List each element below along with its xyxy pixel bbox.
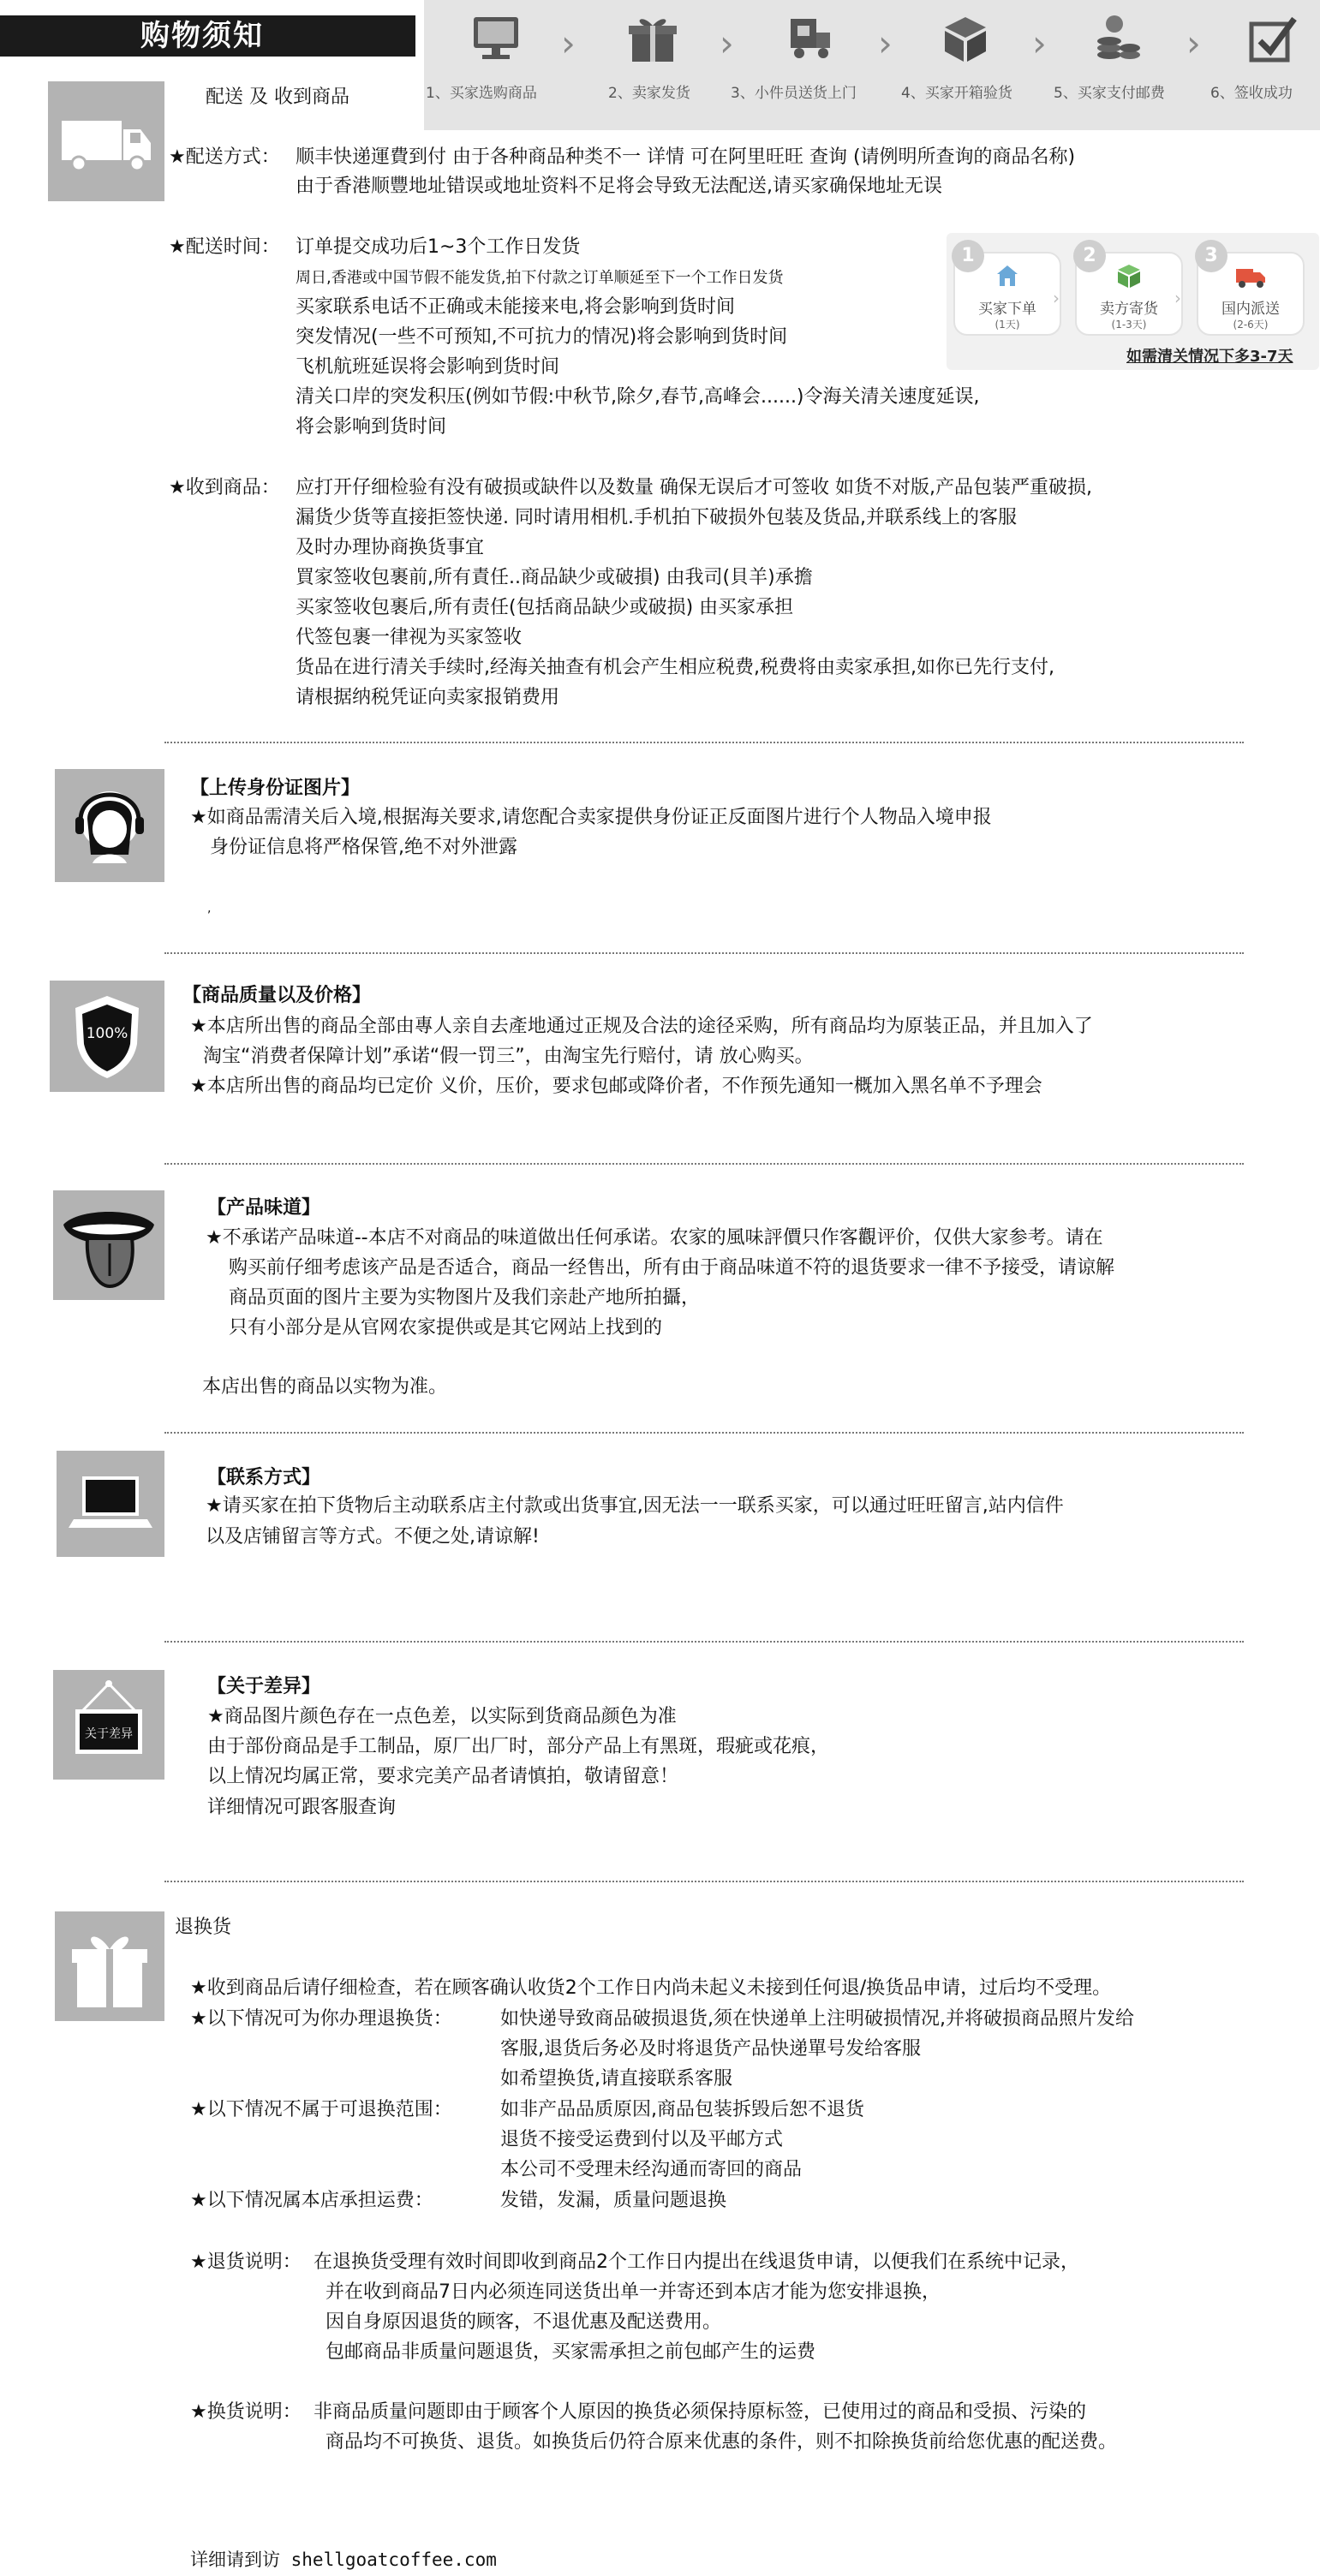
quality-line: ★本店所出售的商品全部由專人亲自去產地通过正规及合法的途径采购，所有商品均为原装正品，并且加入了 xyxy=(190,1016,1093,1037)
page-title: 购物须知 xyxy=(140,19,264,53)
difference-sign-text: 关于差异 xyxy=(85,1727,133,1741)
id-line: 身份证信息将严格保管,绝不对外泄露 xyxy=(210,837,517,858)
step-label: 6、签收成功 xyxy=(1210,85,1293,102)
taste-line: 只有小部分是从官网农家提供或是其它网站上找到的 xyxy=(229,1317,663,1339)
contact-tile xyxy=(57,1451,164,1557)
truck-tile xyxy=(48,81,164,201)
chevron-right-icon: › xyxy=(878,22,893,64)
taste-note: 本店出售的商品以实物为准。 xyxy=(202,1376,448,1398)
computer-icon xyxy=(469,12,523,67)
returns-tile xyxy=(55,1911,164,2021)
receive-line: 代签包裹一律视为买家签收 xyxy=(296,627,523,648)
flow-step-label: 买家下单 xyxy=(978,301,1036,318)
returns-ok-line: 如希望换货,请直接联系客服 xyxy=(500,2068,732,2090)
chevron-right-icon: › xyxy=(561,22,576,64)
truck-icon xyxy=(48,81,164,201)
return-policy-line: 在退换货受理有效时间即收到商品2个工作日内提出在线退货申请，以便我们在系统中记录， xyxy=(314,2251,1080,2273)
receive-line: 买家签收包裹后,所有责任(包括商品缺少或破损) 由买家承担 xyxy=(296,597,794,618)
difference-line: ★商品图片颜色存在一点色差，以实际到货商品颜色为准 xyxy=(207,1706,677,1727)
chevron-right-icon: › xyxy=(720,22,734,64)
difference-heading: 【关于差异】 xyxy=(207,1676,321,1697)
returns-fee-text: 发错，发漏，质量问题退换 xyxy=(500,2190,727,2211)
flow-step-label: 卖方寄货 xyxy=(1100,301,1158,318)
section-divider xyxy=(164,742,1244,743)
delivery-method-line: 顺丰快递運費到付 由于各种商品种类不一 详情 可在阿里旺旺 查询 (请例明所查询的商品名称) xyxy=(296,146,1076,168)
chevron-right-icon: › xyxy=(1053,288,1060,308)
taste-line: 商品页面的图片主要为实物图片及我们亲赴产地所拍攝， xyxy=(229,1287,701,1309)
returns-no-line: 如非产品品质原因,商品包装拆毁后恕不退货 xyxy=(500,2099,864,2120)
difference-line: 由于部份商品是手工制品，原厂出厂时，部分产品上有黑斑，瑕疵或花痕， xyxy=(207,1736,830,1757)
box-icon xyxy=(938,12,993,67)
difference-tile xyxy=(53,1670,164,1780)
gift-icon xyxy=(55,1911,164,2021)
taste-heading: 【产品味道】 xyxy=(207,1197,321,1219)
gift-icon xyxy=(625,12,680,67)
shop-icon xyxy=(994,262,1021,289)
stray-comma: , xyxy=(207,902,212,915)
step-label: 3、小件员送货上门 xyxy=(731,85,857,102)
delivery-time-line: 周日,香港或中国节假不能发货,拍下付款之订单顺延至下一个工作日发货 xyxy=(296,269,784,287)
id-heading: 【上传身份证图片】 xyxy=(190,778,361,799)
receive-line: 漏货少货等直接拒签快递. 同时请用相机.手机拍下破损外包装及货品,并联系线上的客服 xyxy=(296,507,1017,528)
returns-heading: 退换货 xyxy=(175,1917,232,1938)
delivery-method-label: ★配送方式： xyxy=(169,146,280,168)
returns-ok-label: ★以下情况可为你办理退换货： xyxy=(190,2008,452,2030)
flow-step-duration: (1-3天) xyxy=(1111,319,1147,331)
taste-line: 购买前仔细考虑该产品是否适合，商品一经售出，所有由于商品味道不符的退货要求一律不予接受，请谅解 xyxy=(229,1257,1115,1279)
delivery-time-line: 订单提交成功后1~3个工作日发货 xyxy=(296,236,581,258)
receive-line: 货品在进行清关手续时,经海关抽查有机会产生相应税费,税费将由卖家承担,如你已先行支付, xyxy=(296,657,1054,678)
delivery-icon xyxy=(782,12,837,67)
returns-ok-line: 如快递导致商品破损退货,须在快递单上注明破损情况,并将破损商品照片发给 xyxy=(500,2008,1134,2030)
flow-step-number: 2 xyxy=(1073,240,1106,272)
return-policy-label: ★退货说明： xyxy=(190,2251,302,2273)
section-divider xyxy=(164,1432,1244,1434)
section-divider xyxy=(164,1641,1244,1643)
id-tile xyxy=(55,769,164,882)
exchange-policy-line: 商品均不可换货、退货。如换货后仍符合原来优惠的条件，则不扣除换货前给您优惠的配送费。 xyxy=(326,2431,1118,2453)
delivery-time-line: 清关口岸的突发积压(例如节假:中秋节,除夕,春节,高峰会......)令海关清关速度延误, xyxy=(296,386,980,408)
flow-note: 如需清关情况下多3-7天 xyxy=(1126,348,1293,366)
headset-person-icon xyxy=(55,769,164,882)
returns-no-line: 本公司不受理未经沟通而寄回的商品 xyxy=(500,2159,803,2180)
delivery-time-label: ★配送时间： xyxy=(169,236,280,258)
returns-no-line: 退货不接受运费到付以及平邮方式 xyxy=(500,2129,784,2150)
footer-link[interactable]: 详细请到访 shellgoatcoffee.com xyxy=(190,2549,497,2570)
check-icon xyxy=(1245,12,1299,67)
delivery-heading: 配送 及 收到商品 xyxy=(206,86,349,108)
flow-step-duration: (1天) xyxy=(994,319,1020,331)
flow-step-number: 1 xyxy=(952,240,984,272)
process-steps-banner xyxy=(424,0,1320,130)
chevron-right-icon: › xyxy=(1032,22,1047,64)
difference-line: 以上情况均属正常，要求完美产品者请慎拍，敬请留意！ xyxy=(207,1766,679,1787)
receive-line: 请根据纳税凭证向卖家报销费用 xyxy=(296,687,560,708)
delivery-time-line: 买家联系电话不正确或未能接来电,将会影响到货时间 xyxy=(296,296,735,318)
delivery-time-line: 将会影响到货时间 xyxy=(296,416,447,438)
id-line: ★如商品需清关后入境,根据海关要求,请您配合卖家提供身份证正反面图片进行个人物品入境申报 xyxy=(190,807,992,828)
delivery-time-line: 突发情况(一些不可预知,不可抗力的情况)将会影响到货时间 xyxy=(296,326,788,348)
chevron-right-icon: › xyxy=(1174,288,1181,308)
return-policy-line: 并在收到商品7日内必须连同送货出单一并寄还到本店才能为您安排退换， xyxy=(326,2281,941,2303)
package-icon xyxy=(1115,262,1143,289)
quality-line: ★本店所出售的商品均已定价 义价，压价，要求包邮或降价者，不作预先通知一概加入黑名单不予理会 xyxy=(190,1076,1042,1097)
receive-line: 应打开仔细检验有没有破损或缺件以及数量 确保无误后才可签收 如货不对版,产品包装严重破损, xyxy=(296,477,1092,498)
quality-tile xyxy=(50,981,164,1092)
contact-line: 以及店铺留言等方式。不便之处,请谅解! xyxy=(206,1526,540,1547)
quality-badge-text: 100% xyxy=(86,1025,128,1042)
contact-line: ★请买家在拍下货物后主动联系店主付款或出货事宜,因无法一一联系买家，可以通过旺旺留言,站内信件 xyxy=(206,1495,1064,1517)
section-divider xyxy=(164,1163,1244,1165)
returns-fee-label: ★以下情况属本店承担运费： xyxy=(190,2190,433,2211)
quality-line: 淘宝“消费者保障计划”承诺“假一罚三”，由淘宝先行赔付，请 放心购买。 xyxy=(203,1046,814,1067)
taste-tile xyxy=(53,1190,164,1300)
returns-ok-line: 客服,退货后务必及时将退货产品快递單号发给客服 xyxy=(500,2038,921,2060)
truck-icon xyxy=(1234,262,1267,289)
section-divider xyxy=(164,1881,1244,1882)
step-label: 2、卖家发货 xyxy=(608,85,690,102)
returns-check: ★收到商品后请仔细检查，若在顾客确认收货2个工作日内尚未起义未接到任何退/换货品申请，过后均不受理。 xyxy=(190,1977,1112,1999)
step-label: 1、买家选购商品 xyxy=(426,85,537,102)
difference-line: 详细情况可跟客服查询 xyxy=(207,1797,397,1818)
exchange-policy-line: 非商品质量问题即由于顾客个人原因的换货必须保持原标签，已使用过的商品和受损、污染的 xyxy=(314,2401,1087,2423)
return-policy-line: 因自身原因退货的顾客，不退优惠及配送费用。 xyxy=(326,2311,722,2333)
flow-step-label: 国内派送 xyxy=(1221,301,1280,318)
chevron-right-icon: › xyxy=(1186,22,1201,64)
receive-line: 買家签收包裹前,所有責任..商品缺少或破損) 由我司(貝羊)承擔 xyxy=(296,567,813,588)
laptop-icon xyxy=(57,1451,164,1557)
step-label: 5、买家支付邮费 xyxy=(1054,85,1165,102)
flow-step-duration: (2-6天) xyxy=(1233,319,1269,331)
receive-label: ★收到商品： xyxy=(169,477,280,498)
receive-line: 及时办理协商换货事宜 xyxy=(296,537,485,558)
exchange-policy-label: ★换货说明： xyxy=(190,2401,302,2423)
returns-no-label: ★以下情况不属于可退换范围： xyxy=(190,2099,452,2120)
tongue-icon xyxy=(53,1190,164,1300)
step-label: 4、买家开箱验货 xyxy=(901,85,1012,102)
return-policy-line: 包邮商品非质量问题退货，买家需承担之前包邮产生的运费 xyxy=(326,2341,816,2363)
delivery-time-line: 飞机航班延误将会影响到货时间 xyxy=(296,356,560,378)
section-divider xyxy=(164,952,1244,954)
taste-line: ★不承诺产品味道--本店不对商品的味道做出任何承诺。农家的風味評價只作客觀评价，仅供大家参考。请在 xyxy=(206,1227,1103,1249)
coins-icon xyxy=(1090,12,1145,67)
flow-step-number: 3 xyxy=(1195,240,1227,272)
delivery-flow-graphic xyxy=(947,233,1319,370)
contact-heading: 【联系方式】 xyxy=(207,1467,321,1488)
quality-heading: 【商品质量以及价格】 xyxy=(182,985,372,1006)
delivery-method-line: 由于香港顺豐地址错误或地址资料不足将会导致无法配送,请买家确保地址无误 xyxy=(296,176,942,197)
